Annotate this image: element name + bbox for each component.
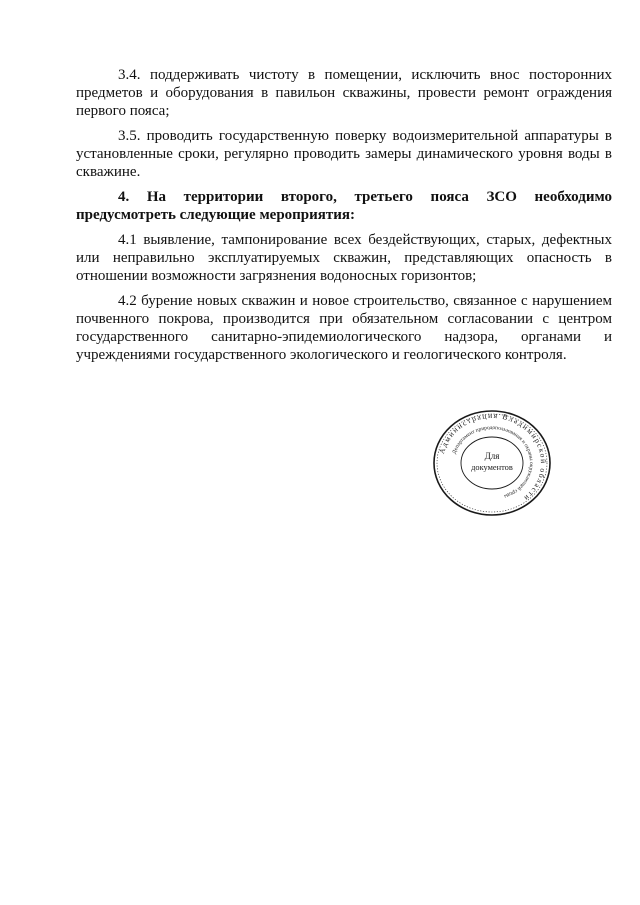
paragraph-3-4: 3.4. поддерживать чистоту в помещении, исключить внос посторонних предметов и оборудования в павильон скважины, провести ремонт ограждения первого пояса; [76,67,612,119]
paragraph-4-heading: 4. На территории второго, третьего пояса ЗСО необходимо предусмотреть следующие мероприятия: [76,189,612,223]
paragraph-4-2: 4.2 бурение новых скважин и новое строительство, связанное с нарушением почвенного покрова, производится при обязательном согласовании с центром государственного санитарно-эпидемиологического надзора, органами и учреждениями государственного экологического и геологического контроля. [76,293,612,363]
document-body [76,66,612,371]
paragraph-3-5: 3.5. проводить государственную поверку водоизмерительной аппаратуры в установленные сроки, регулярно проводить замеры динамического уровня воды в скважине. [76,128,612,180]
stamp-center-line-2: документов [471,463,513,472]
official-stamp [428,408,556,518]
stamp-inner-text: Департамент природопользования и охраны окружающей среды [451,424,535,500]
stamp-seal [428,408,556,518]
stamp-outer-text: Администрация Владимирской области [437,410,549,504]
paragraph-4-1: 4.1 выявление, тампонирование всех бездействующих, старых, дефектных или неправильно эксплуатируемых скважин, представляющих опасность в отношении возможности загрязнения водоносных горизонтов; [76,232,612,284]
stamp-center-line-1: Для [484,451,500,461]
